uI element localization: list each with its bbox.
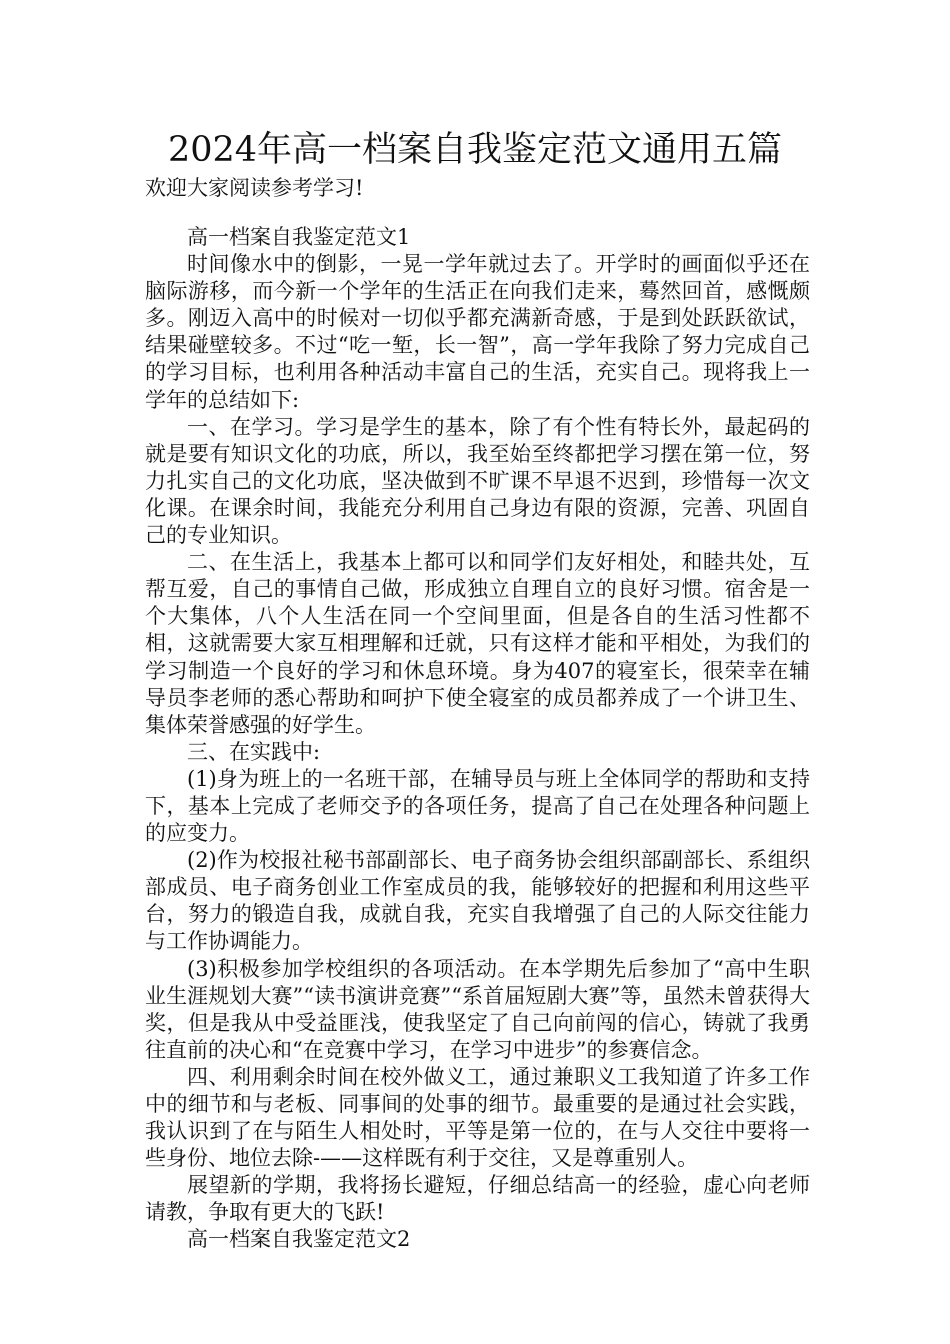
paragraph: 四、利用剩余时间在校外做义工，通过兼职义工我知道了许多工作中的细节和与老板、同事间的处事的细节。最重要的是通过社会实践，我认识到了在与陌生人相处时，平等是第一位的，在与人交往中要将一些身份、地位去除-——这样既有利于交往，又是尊重别人。 (145, 1064, 810, 1171)
document-subtitle: 欢迎大家阅读参考学习! (145, 176, 364, 200)
paragraph: 二、在生活上，我基本上都可以和同学们友好相处，和睦共处，互帮互爱，自己的事情自己做，形成独立自理自立的良好习惯。宿舍是一个大集体，八个人生活在同一个空间里面，但是各自的生活习性都不相，这就需要大家互相理解和迁就，只有这样才能和平相处，为我们的学习制造一个良好的学习和休息环境。身为407的寝室长，很荣幸在辅导员李老师的悉心帮助和呵护下使全寝室的成员都养成了一个讲卫生、集体荣誉感强的好学生。 (145, 550, 810, 737)
paragraph: (3)积极参加学校组织的各项活动。在本学期先后参加了“高中生职业生涯规划大赛”“读书演讲竞赛”“系首届短剧大赛”等，虽然未曾获得大奖，但是我从中受益匪浅，使我坚定了自己向前闯的信心，铸就了我勇往直前的决心和“在竞赛中学习，在学习中进步”的参赛信念。 (145, 956, 810, 1062)
paragraph: 时间像水中的倒影，一晃一学年就过去了。开学时的画面似乎还在脑际游移，而今新一个学年的生活正在向我们走来，蓦然回首，感慨颇多。刚迈入高中的时候对一切似乎都充满新奇感，于是到处跃跃欲试，结果碰壁较多。不过“吃一堑，长一智”，高一学年我除了努力完成自己的学习目标，也利用各种活动丰富自己的生活，充实自己。现将我上一学年的总结如下: (145, 252, 810, 412)
paragraph: 展望新的学期，我将扬长避短，仔细总结高一的经验，虚心向老师请教，争取有更大的飞跃! (145, 1173, 810, 1225)
document-body (145, 224, 810, 1254)
section-heading: 高一档案自我鉴定范文2 (187, 1227, 411, 1252)
paragraph: 一、在学习。学习是学生的基本，除了有个性有特长外，最起码的就是要有知识文化的功底，所以，我至始至终都把学习摆在第一位，努力扎实自己的文化功底，坚决做到不旷课不早退不迟到，珍惜每一次文化课。在课余时间，我能充分利用自己身边有限的资源，完善、巩固自己的专业知识。 (145, 414, 810, 548)
paragraph: 三、在实践中: (187, 739, 321, 764)
section-heading: 高一档案自我鉴定范文1 (187, 225, 411, 249)
document-title: 2024年高一档案自我鉴定范文通用五篇 (167, 130, 783, 170)
paragraph: (2)作为校报社秘书部副部长、电子商务协会组织部副部长、系组织部成员、电子商务创业工作室成员的我，能够较好的把握和利用这些平台，努力的锻造自我，成就自我，充实自我增强了自己的人际交往能力与工作协调能力。 (145, 848, 810, 954)
paragraph: (1)身为班上的一名班干部，在辅导员与班上全体同学的帮助和支持下，基本上完成了老师交予的各项任务，提高了自己在处理各种问题上的应变力。 (145, 766, 810, 846)
